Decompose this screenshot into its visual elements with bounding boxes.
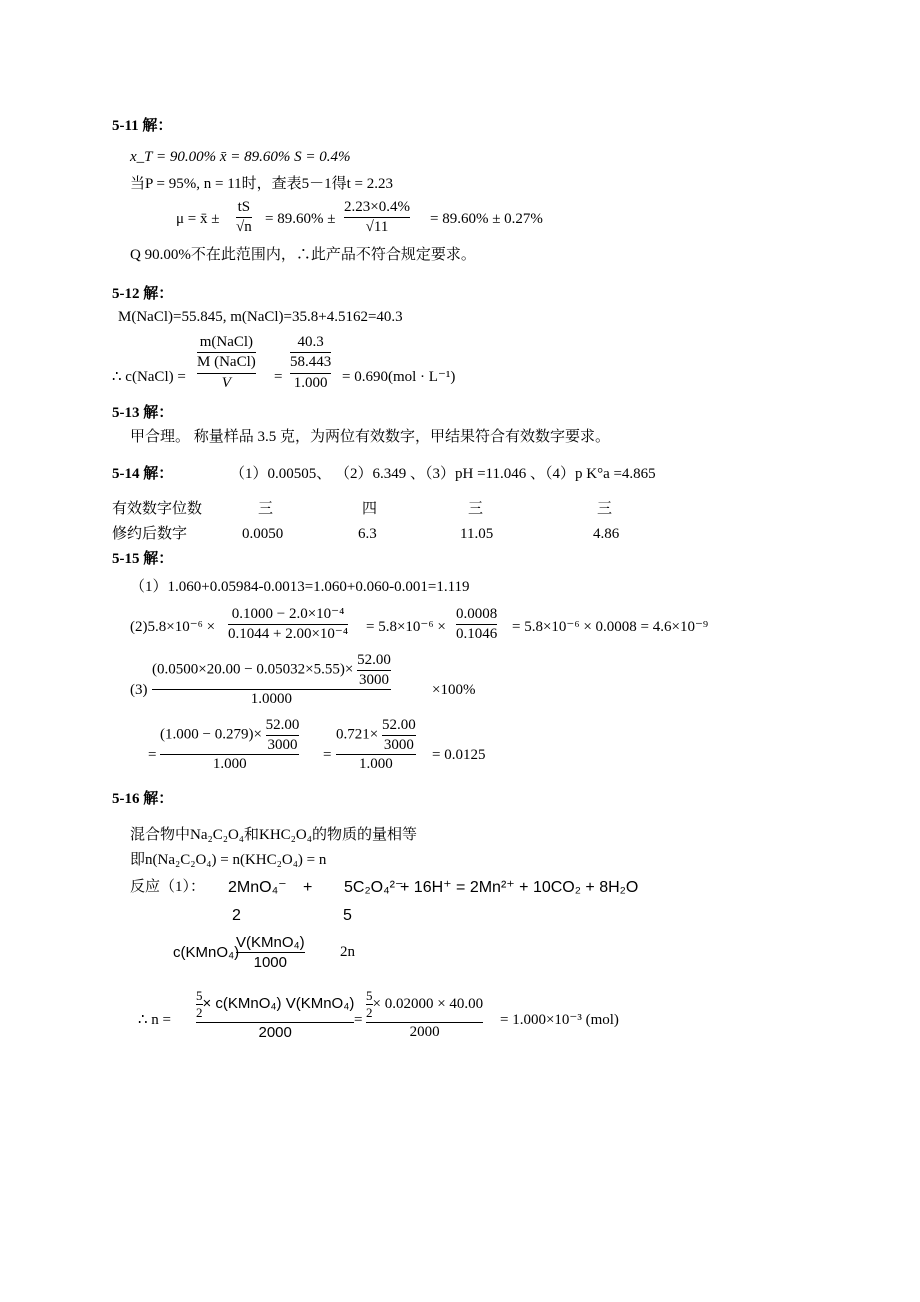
rounded-1: 0.0050 — [242, 526, 284, 542]
compound-fraction-2 — [290, 334, 331, 392]
fraction-numerator: $\frac{5}{2}$ × 0.02000 × 40.00 — [366, 988, 484, 1021]
fraction-bar — [366, 1022, 483, 1023]
fraction-numerator: 2.23×0.4% — [344, 199, 410, 215]
mixture-statement: 混合物中Na₂C₂O₄和KHC₂O₄的物质的量相等 — [130, 827, 417, 843]
fraction-middle: 58.443 — [290, 354, 332, 371]
nacl-values: M(NaCl)=55.845, m(NaCl)=35.8+4.5162=40.3 — [118, 309, 403, 325]
fraction-numerator: V(KMnO₄) — [236, 934, 305, 951]
c-kmno4: c(KMnO₄) — [173, 944, 240, 961]
eq2-mid: = 5.8×10⁻⁶ × — [366, 619, 446, 635]
coefficient-5: 5 — [343, 907, 352, 924]
eq4-result: = 0.0125 — [432, 747, 486, 763]
fraction-middle: M (NaCl) — [197, 354, 256, 371]
fraction-numerator: 40.3 — [297, 334, 324, 350]
rounded-3: 11.05 — [460, 526, 494, 542]
fraction-denominator: 1.000 — [212, 756, 247, 772]
heading-5-13: 5-13 解： — [112, 405, 174, 421]
fraction-bar — [236, 952, 305, 953]
five-halves: $\frac{5}{2}$ — [196, 988, 203, 1021]
n-equals: = — [354, 1012, 363, 1028]
reaction-label: 反应（1）： — [130, 879, 206, 895]
mu-mid: = 89.60% ± — [265, 211, 336, 227]
eq4-fraction-a — [160, 717, 299, 773]
fraction-bar — [336, 754, 416, 755]
stats-line: x_T = 90.00% x̄ = 89.60% S = 0.4% — [130, 149, 351, 165]
fraction-denominator: 0.1044 + 2.00×10⁻⁴ — [228, 626, 349, 643]
mu-lhs: μ = x̄ ± — [176, 211, 220, 227]
fraction-numerator: 0.1000 − 2.0×10⁻⁴ — [231, 606, 345, 622]
fraction-denominator: 1.000 — [293, 374, 328, 391]
reaction-oxalate: 5C₂O₄²⁻ — [344, 879, 404, 896]
fraction-denominator: 1.000 — [358, 756, 393, 772]
eq3-prefix: (3) — [130, 682, 148, 698]
fraction-numerator: $\frac{5}{2}$ × c(KMnO₄) V(KMnO₄) — [196, 988, 355, 1021]
fraction-bar — [152, 689, 391, 690]
items-5-14: （1）0.00505、 （2）6.349 、（3）pH =11.046 、（4）p K°a =4.865 — [230, 466, 656, 482]
fraction-numerator: m(NaCl) — [199, 334, 254, 350]
fraction-denominator: 1.0000 — [250, 691, 293, 707]
eq4-equals-2: = — [323, 747, 332, 763]
equal-moles: 即n(Na₂C₂O₄) = n(KHC₂O₄) = n — [130, 852, 327, 868]
c-nacl-result: = 0.690(mol · L⁻¹) — [342, 369, 456, 385]
fraction-bar — [344, 217, 410, 218]
fraction-ts-sqrt-n — [236, 199, 252, 237]
eq2-prefix: (2)5.8×10⁻⁶ × — [130, 619, 216, 635]
heading-5-14: 5-14 解： — [112, 466, 174, 482]
coefficient-2: 2 — [232, 907, 241, 924]
fraction-bar — [290, 373, 331, 374]
inner-fraction: $\frac{52.00}{3000}$ — [357, 652, 391, 688]
fraction-denominator: √n — [236, 219, 252, 236]
fraction-numerator: (0.0500×20.00 − 0.05032×5.55)× $\frac{52.00}{3000}$ — [152, 652, 391, 688]
eq-5-15-1: （1）1.060+0.05984-0.0013=1.060+0.060-0.001=1.119 — [130, 579, 470, 595]
fraction-numerator: tS — [237, 199, 251, 215]
fraction-denominator: 2000 — [258, 1023, 292, 1041]
fraction-bar — [160, 754, 299, 755]
compound-fraction-1 — [197, 334, 256, 392]
volume-fraction — [236, 934, 305, 972]
reaction-plus: + — [303, 879, 313, 896]
fraction-bar — [197, 373, 256, 374]
fraction-denominator: 2000 — [409, 1023, 440, 1040]
fraction-denominator: 0.1046 — [456, 626, 498, 643]
equals-sign: = — [274, 369, 283, 385]
sig-figs-2: 四 — [362, 501, 378, 517]
rounded-2: 6.3 — [358, 526, 377, 542]
fraction-bar — [290, 352, 331, 353]
heading-5-12: 5-12 解： — [112, 286, 174, 302]
answer-5-13: 甲合理。 称量样品 3.5 克，为两位有效数字，甲结果符合有效数字要求。 — [130, 429, 611, 445]
eq2-result: = 5.8×10⁻⁶ × 0.0008 = 4.6×10⁻⁹ — [512, 619, 709, 635]
n-fraction-1 — [196, 989, 354, 1041]
fraction-numerator: (1.000 − 0.279)× $\frac{52.00}{3000}$ — [160, 717, 300, 753]
n-lhs: ∴ n = — [138, 1012, 172, 1028]
fraction-bar — [236, 217, 252, 218]
sig-figs-4: 三 — [597, 501, 613, 517]
heading-5-11: 5-11 解： — [112, 118, 173, 134]
reaction-permanganate: 2MnO₄⁻ — [228, 879, 287, 896]
fraction-bar — [196, 1022, 354, 1023]
t-value-line: 当P = 95%, n = 11时，查表5－1得t = 2.23 — [130, 176, 394, 192]
conclusion-5-11: Q 90.00%不在此范围内，∴此产品不符合规定要求。 — [130, 247, 476, 263]
fraction-numerator: 0.0008 — [456, 606, 498, 622]
fraction-bar — [228, 624, 348, 625]
heading-5-16: 5-16 解： — [112, 791, 174, 807]
eq2-fraction-2 — [456, 606, 497, 644]
sig-figs-1: 三 — [258, 501, 274, 517]
heading-5-15: 5-15 解： — [112, 551, 174, 567]
inner-fraction: $\frac{52.00}{3000}$ — [265, 717, 300, 753]
fraction-numerator: 0.721× $\frac{52.00}{3000}$ — [336, 717, 416, 753]
eq3-percent: ×100% — [432, 682, 476, 698]
n-result: = 1.000×10⁻³ (mol) — [500, 1012, 619, 1028]
fraction-denominator: 1000 — [253, 954, 287, 972]
rounded-4: 4.86 — [593, 526, 620, 542]
reaction-rest: + 16H⁺ = 2Mn²⁺ + 10CO₂ + 8H₂O — [400, 879, 639, 896]
c-nacl-lhs: ∴ c(NaCl) = — [112, 369, 186, 385]
fraction-bar — [456, 624, 497, 625]
eq2-fraction-1 — [228, 606, 348, 644]
inner-fraction: $\frac{52.00}{3000}$ — [381, 717, 416, 753]
eq4-fraction-b — [336, 717, 416, 773]
two-n: 2n — [340, 944, 355, 960]
mu-rhs: = 89.60% ± 0.27% — [430, 211, 543, 227]
eq3-fraction — [152, 652, 391, 708]
five-halves: $\frac{5}{2}$ — [366, 988, 373, 1021]
n-fraction-2 — [366, 989, 483, 1041]
eq4-equals: = — [148, 747, 157, 763]
fraction-values — [344, 199, 410, 237]
fraction-denominator: V — [221, 374, 231, 391]
sig-figs-3: 三 — [468, 501, 484, 517]
fraction-bar — [197, 352, 256, 353]
row-label-sig-figs: 有效数字位数 — [112, 501, 203, 517]
fraction-denominator: √11 — [365, 219, 389, 236]
row-label-rounded: 修约后数字 — [112, 526, 188, 542]
